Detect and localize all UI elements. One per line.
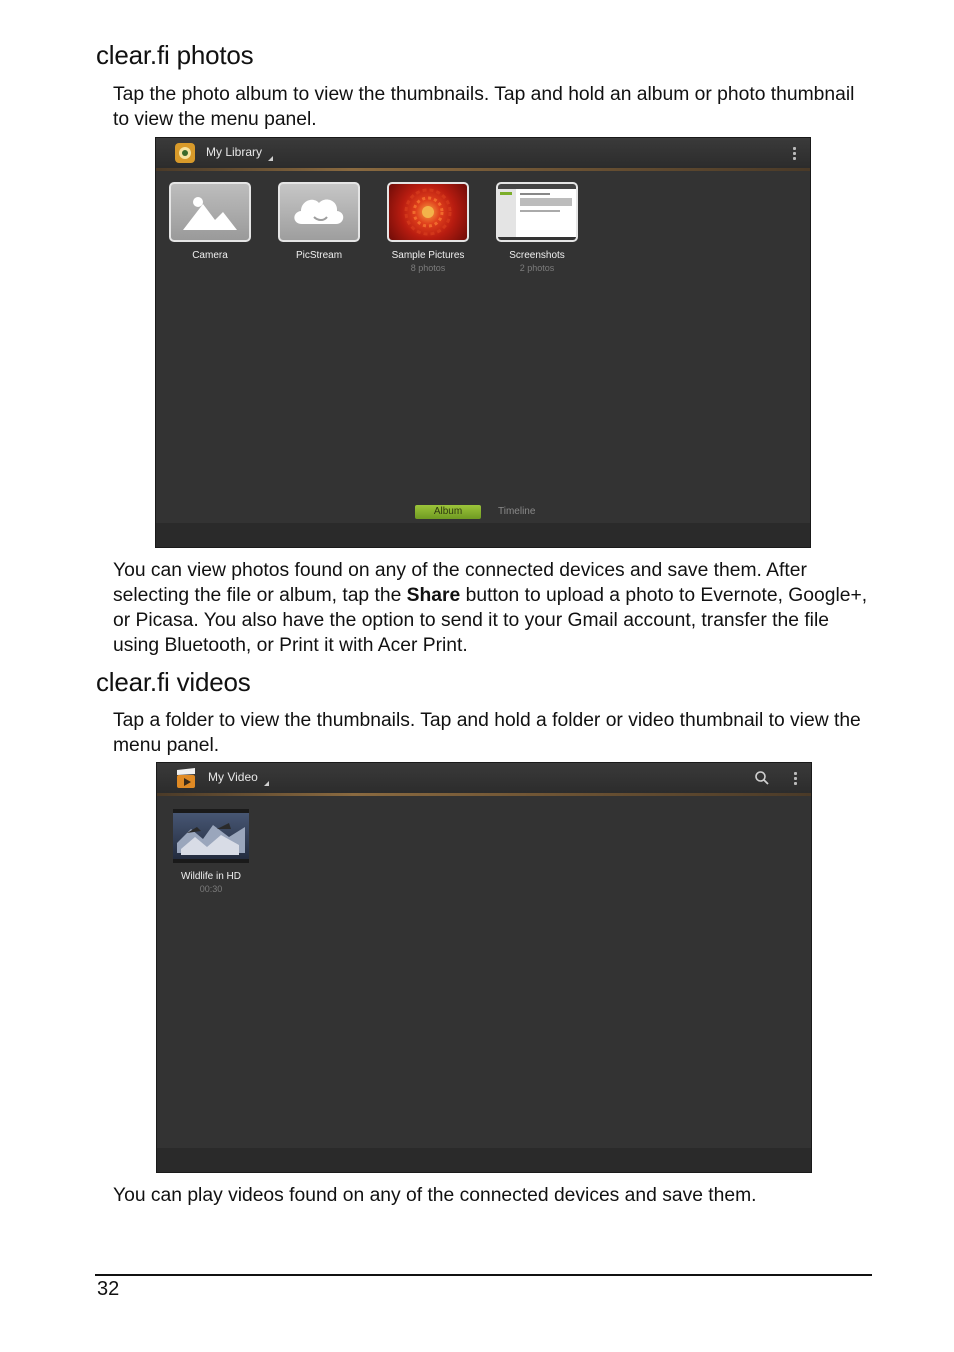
videos-intro-text: Tap a folder to view the thumbnails. Tap and hold a folder or video thumbnail to view the menu panel. xyxy=(113,710,861,756)
action-bar-divider xyxy=(157,793,811,796)
videos-body-text: You can play videos found on any of the connected devices and save them. xyxy=(113,1185,757,1206)
video-action-bar xyxy=(157,763,811,793)
album-count: 2 photos xyxy=(519,263,555,273)
video-bottom-bar xyxy=(157,1148,811,1172)
footer-rule xyxy=(95,1274,872,1276)
share-keyword: Share xyxy=(406,585,461,606)
action-bar-divider xyxy=(156,168,810,171)
video-wildlife-in-hd[interactable] xyxy=(161,809,261,894)
album-sample-pictures[interactable] xyxy=(378,182,478,273)
album-camera[interactable] xyxy=(160,182,260,263)
album-thumb-sample-pictures xyxy=(387,182,469,242)
photos-body-text xyxy=(113,558,873,658)
photos-body-part1: You can view photos found on any of the connected devices and save them. After selecting the file or album, tap the xyxy=(113,560,807,606)
album-screenshots[interactable] xyxy=(487,182,587,273)
photos-body-part2: button to upload a photo to Evernote, Google+, or Picasa. You also have the option to send it to your Gmail account, transfer the file using Bluetooth, or Print it with Acer Print. xyxy=(113,585,868,656)
photos-action-bar xyxy=(156,138,810,168)
search-icon[interactable] xyxy=(754,770,770,786)
album-thumb-camera xyxy=(169,182,251,242)
album-label: Sample Pictures xyxy=(391,250,465,261)
video-title-dropdown-icon[interactable] xyxy=(264,781,269,786)
wildlife-image xyxy=(173,809,249,863)
album-thumb-picstream xyxy=(278,182,360,242)
photos-title-dropdown-icon[interactable] xyxy=(268,156,273,161)
section-title-videos: clear.fi videos xyxy=(96,667,251,697)
photos-app-title[interactable]: My Library xyxy=(206,145,263,159)
tab-album[interactable]: Album xyxy=(415,505,481,519)
photos-intro-text: Tap the photo album to view the thumbnails. Tap and hold an album or photo thumbnail to view the menu panel. xyxy=(113,84,855,130)
overflow-menu-icon[interactable] xyxy=(793,147,796,161)
section-title-photos: clear.fi photos xyxy=(96,40,254,70)
album-count: 8 photos xyxy=(410,263,446,273)
video-app-title[interactable]: My Video xyxy=(208,770,258,784)
photos-bottom-bar xyxy=(156,523,810,547)
album-thumb-screenshots xyxy=(496,182,578,242)
video-duration: 00:30 xyxy=(199,884,223,894)
page-number: 32 xyxy=(97,1278,120,1300)
overflow-menu-icon[interactable] xyxy=(794,772,797,786)
tab-timeline[interactable]: Timeline xyxy=(498,506,536,517)
landscape-icon xyxy=(171,184,249,240)
video-thumb xyxy=(173,809,249,863)
video-label: Wildlife in HD xyxy=(180,871,241,882)
album-label: Camera xyxy=(192,250,228,261)
album-label: PicStream xyxy=(295,250,343,261)
photos-app-screenshot xyxy=(155,137,811,548)
cloud-icon xyxy=(280,184,358,240)
screenshot-image xyxy=(498,184,576,240)
flower-image xyxy=(389,184,467,240)
video-app-screenshot xyxy=(156,762,812,1173)
album-picstream[interactable] xyxy=(269,182,369,263)
album-label: Screenshots xyxy=(509,250,565,261)
video-app-icon[interactable] xyxy=(175,767,197,789)
library-app-icon[interactable] xyxy=(174,142,196,164)
